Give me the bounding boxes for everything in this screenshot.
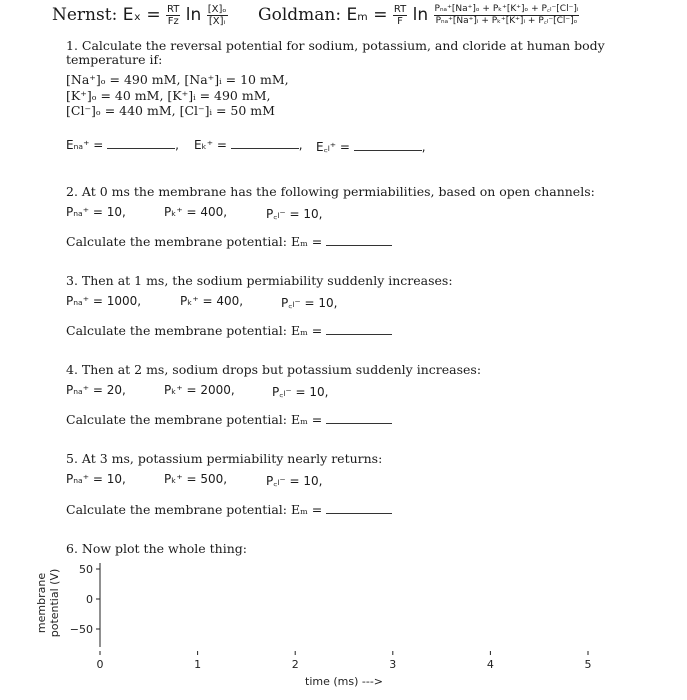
goldman-lhs: Eₘ = — [346, 5, 388, 25]
e-k-answer-blank[interactable] — [231, 138, 299, 149]
q2-p-na: Pₙₐ⁺ = 10, — [66, 205, 126, 219]
q3-calc-label: Calculate the membrane potential: Eₘ = — [66, 323, 323, 338]
nernst-lhs: Eₓ = — [122, 5, 161, 25]
q4-answer-blank[interactable] — [326, 413, 392, 424]
x-tick-label: 2 — [291, 658, 299, 671]
q1-e-cl-row: E꜀ₗ⁺ = , — [316, 140, 426, 154]
q2-p-k: Pₖ⁺ = 400, — [164, 205, 228, 219]
y-axis-label-line1: membrane — [35, 572, 48, 634]
q5-p-cl: P꜀ₗ⁻ = 10, — [266, 474, 323, 488]
goldman-den: Pₙₐ⁺[Na⁺]ᵢ + Pₖ⁺[K⁺]ᵢ + P꜀ₗ⁻[Cl⁻]ₒ — [435, 16, 578, 26]
nernst-x-den: [X]ᵢ — [208, 16, 226, 27]
q1-line1: 1. Calculate the reversal potential for sodium, potassium, and cloride at human body — [66, 38, 605, 53]
nernst-ln: ln — [185, 5, 202, 25]
q2-calc-row — [66, 234, 392, 249]
q3-p-cl: P꜀ₗ⁻ = 10, — [281, 296, 338, 310]
goldman-rt-num: RT — [393, 4, 407, 15]
q4-calc-row — [66, 412, 392, 427]
q2-calc-label: Calculate the membrane potential: Eₘ = — [66, 234, 323, 249]
q4-calc-label: Calculate the membrane potential: Eₘ = — [66, 412, 323, 427]
q5-calc-label: Calculate the membrane potential: Eₘ = — [66, 502, 323, 517]
q2-p-cl: P꜀ₗ⁻ = 10, — [266, 207, 323, 221]
nernst-rt-num: RT — [167, 4, 180, 15]
q4-p-na: Pₙₐ⁺ = 20, — [66, 383, 126, 397]
nernst-x-num: [X]ₒ — [207, 4, 227, 15]
y-ticks — [70, 563, 100, 636]
q1-e-k-row: Eₖ⁺ = , — [194, 138, 303, 152]
nernst-conc-fraction — [207, 4, 228, 27]
q6-text: 6. Now plot the whole thing: — [66, 541, 247, 556]
x-tick-label: 1 — [194, 658, 202, 671]
q2-answer-blank[interactable] — [326, 235, 392, 246]
x-tick-label: 4 — [486, 658, 494, 671]
q1-line2: temperature if: — [66, 52, 163, 67]
q5-answer-blank[interactable] — [326, 503, 392, 514]
e-na-answer-blank[interactable] — [107, 138, 175, 149]
x-ticks — [97, 651, 592, 671]
q1-conc-na: [Na⁺]ₒ = 490 mM, [Na⁺]ᵢ = 10 mM, — [66, 72, 289, 87]
y-axis-label-line2: potential (V) — [48, 568, 61, 638]
potential-plot[interactable] — [0, 555, 687, 700]
q5-p-k: Pₖ⁺ = 500, — [164, 472, 228, 486]
q5-p-na: Pₙₐ⁺ = 10, — [66, 472, 126, 486]
goldman-equation — [258, 4, 579, 27]
x-tick-label: 0 — [96, 658, 104, 671]
q4-p-cl: P꜀ₗ⁻ = 10, — [272, 385, 329, 399]
q3-p-k: Pₖ⁺ = 400, — [180, 294, 244, 308]
x-axis-label: time (ms) ---> — [305, 675, 383, 688]
q5-text: 5. At 3 ms, potassium permiability nearly returns: — [66, 451, 383, 466]
goldman-rt-den: F — [397, 16, 403, 27]
q1-conc-cl: [Cl⁻]ₒ = 440 mM, [Cl⁻]ᵢ = 50 mM — [66, 103, 275, 118]
q3-p-na: Pₙₐ⁺ = 1000, — [66, 294, 142, 308]
goldman-ion-fraction — [434, 4, 580, 27]
q3-calc-row — [66, 323, 392, 338]
e-cl-answer-blank[interactable] — [354, 140, 422, 151]
q1-conc-k: [K⁺]ₒ = 40 mM, [K⁺]ᵢ = 490 mM, — [66, 88, 271, 103]
goldman-label: Goldman: — [258, 5, 342, 25]
e-k-label: Eₖ⁺ = — [194, 138, 227, 152]
x-tick-label: 5 — [584, 658, 592, 671]
y-tick-label: −50 — [69, 623, 93, 636]
nernst-rt-den: Fz — [167, 16, 179, 27]
q5-calc-row — [66, 502, 392, 517]
nernst-rt-fraction — [166, 4, 180, 27]
y-tick-label: 50 — [79, 563, 93, 576]
nernst-equation — [52, 4, 228, 27]
q3-answer-blank[interactable] — [326, 324, 392, 335]
y-tick-label: 0 — [86, 593, 93, 606]
q4-text: 4. Then at 2 ms, sodium drops but potassium suddenly increases: — [66, 362, 482, 377]
goldman-ln: ln — [412, 5, 429, 25]
nernst-label: Nernst: — [52, 5, 118, 25]
x-tick-label: 3 — [389, 658, 397, 671]
e-na-label: Eₙₐ⁺ = — [66, 138, 104, 152]
q1-e-na-row: Eₙₐ⁺ = , — [66, 138, 179, 152]
goldman-rt-fraction — [393, 4, 407, 27]
q2-text: 2. At 0 ms the membrane has the following permiabilities, based on open channels: — [66, 184, 595, 199]
e-cl-label: E꜀ₗ⁺ = — [316, 140, 350, 154]
q4-p-k: Pₖ⁺ = 2000, — [164, 383, 235, 397]
q3-text: 3. Then at 1 ms, the sodium permiability suddenly increases: — [66, 273, 453, 288]
goldman-num: Pₙₐ⁺[Na⁺]ₒ + Pₖ⁺[K⁺]ₒ + P꜀ₗ⁻[Cl⁻]ᵢ — [434, 4, 579, 14]
